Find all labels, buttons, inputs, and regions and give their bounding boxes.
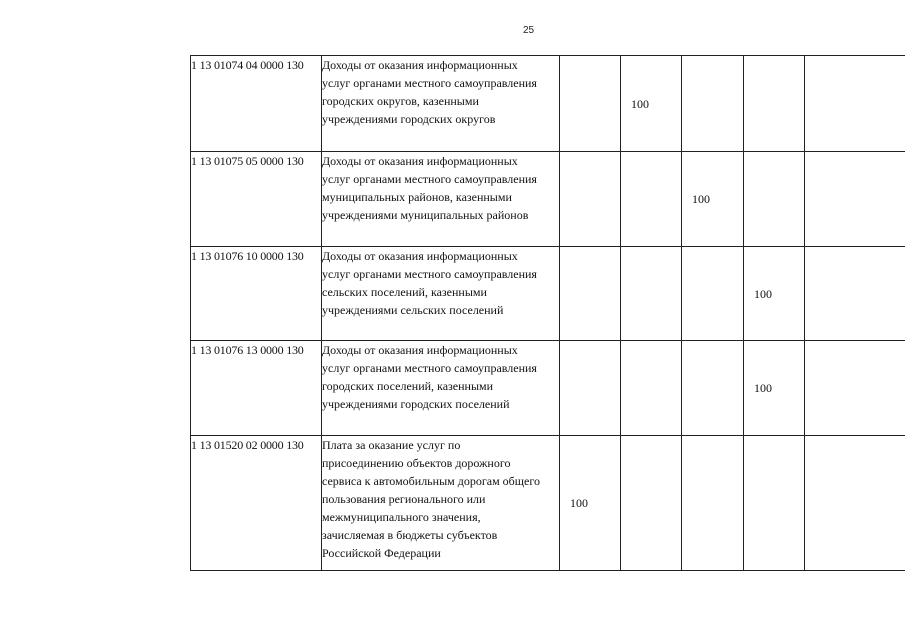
description-line: межмуниципального значения, <box>322 510 481 524</box>
percent-cell-3: 100 <box>682 152 744 247</box>
percent-cell-1 <box>560 247 621 341</box>
revenue-description-cell <box>322 341 560 436</box>
revenue-description-cell <box>322 247 560 341</box>
description-line: учреждениями городских поселений <box>322 397 510 411</box>
revenue-table <box>190 55 905 571</box>
percent-cell-2 <box>621 247 682 341</box>
description-line: услуг органами местного самоуправления <box>322 172 537 186</box>
revenue-description-cell <box>322 152 560 247</box>
percent-cell-3 <box>682 436 744 571</box>
description-line: муниципальных районов, казенными <box>322 190 512 204</box>
percent-cell-4 <box>744 56 805 152</box>
revenue-code-cell: 1 13 01520 02 0000 130 <box>191 436 322 571</box>
description-line: учреждениями городских округов <box>322 112 496 126</box>
percent-cell-5 <box>805 56 905 152</box>
percent-cell-5 <box>805 436 905 571</box>
description-line: услуг органами местного самоуправления <box>322 267 537 281</box>
revenue-description-cell <box>322 436 560 571</box>
revenue-code-cell: 1 13 01074 04 0000 130 <box>191 56 322 152</box>
description-line: Доходы от оказания информационных <box>322 154 518 168</box>
percent-cell-1 <box>560 341 621 436</box>
description-line: зачисляемая в бюджеты субъектов <box>322 528 498 542</box>
description-line: учреждениями сельских поселений <box>322 303 504 317</box>
percent-cell-2 <box>621 436 682 571</box>
percent-cell-3 <box>682 247 744 341</box>
revenue-code-cell: 1 13 01075 05 0000 130 <box>191 152 322 247</box>
revenue-table-body <box>191 56 905 571</box>
description-line: Российской Федерации <box>322 546 441 560</box>
description-line: сервиса к автомобильным дорогам общего <box>322 474 540 488</box>
description-line: учреждениями муниципальных районов <box>322 208 529 222</box>
table-row <box>191 152 905 247</box>
description-line: Доходы от оказания информационных <box>322 58 518 72</box>
description-line: услуг органами местного самоуправления <box>322 76 537 90</box>
description-line: Доходы от оказания информационных <box>322 343 518 357</box>
percent-cell-1 <box>560 56 621 152</box>
percent-cell-1 <box>560 152 621 247</box>
percent-cell-2 <box>621 341 682 436</box>
table-row <box>191 56 905 152</box>
page-number: 25 <box>522 25 535 36</box>
percent-cell-5 <box>805 152 905 247</box>
description-line: городских округов, казенными <box>322 94 479 108</box>
percent-cell-1: 100 <box>560 436 621 571</box>
table-row <box>191 341 905 436</box>
description-line: пользования регионального или <box>322 492 486 506</box>
description-line: городских поселений, казенными <box>322 379 494 393</box>
percent-cell-2: 100 <box>621 56 682 152</box>
table-row <box>191 436 905 571</box>
percent-cell-4 <box>744 152 805 247</box>
revenue-code-cell: 1 13 01076 10 0000 130 <box>191 247 322 341</box>
percent-cell-5 <box>805 341 905 436</box>
description-line: присоединению объектов дорожного <box>322 456 511 470</box>
percent-cell-2 <box>621 152 682 247</box>
percent-cell-3 <box>682 56 744 152</box>
percent-cell-3 <box>682 341 744 436</box>
percent-cell-4 <box>744 436 805 571</box>
table-row <box>191 247 905 341</box>
percent-cell-4: 100 <box>744 247 805 341</box>
revenue-description-cell <box>322 56 560 152</box>
percent-cell-4: 100 <box>744 341 805 436</box>
description-line: Плата за оказание услуг по <box>322 438 461 452</box>
description-line: услуг органами местного самоуправления <box>322 361 537 375</box>
revenue-code-cell: 1 13 01076 13 0000 130 <box>191 341 322 436</box>
description-line: сельских поселений, казенными <box>322 285 487 299</box>
description-line: Доходы от оказания информационных <box>322 249 518 263</box>
percent-cell-5 <box>805 247 905 341</box>
